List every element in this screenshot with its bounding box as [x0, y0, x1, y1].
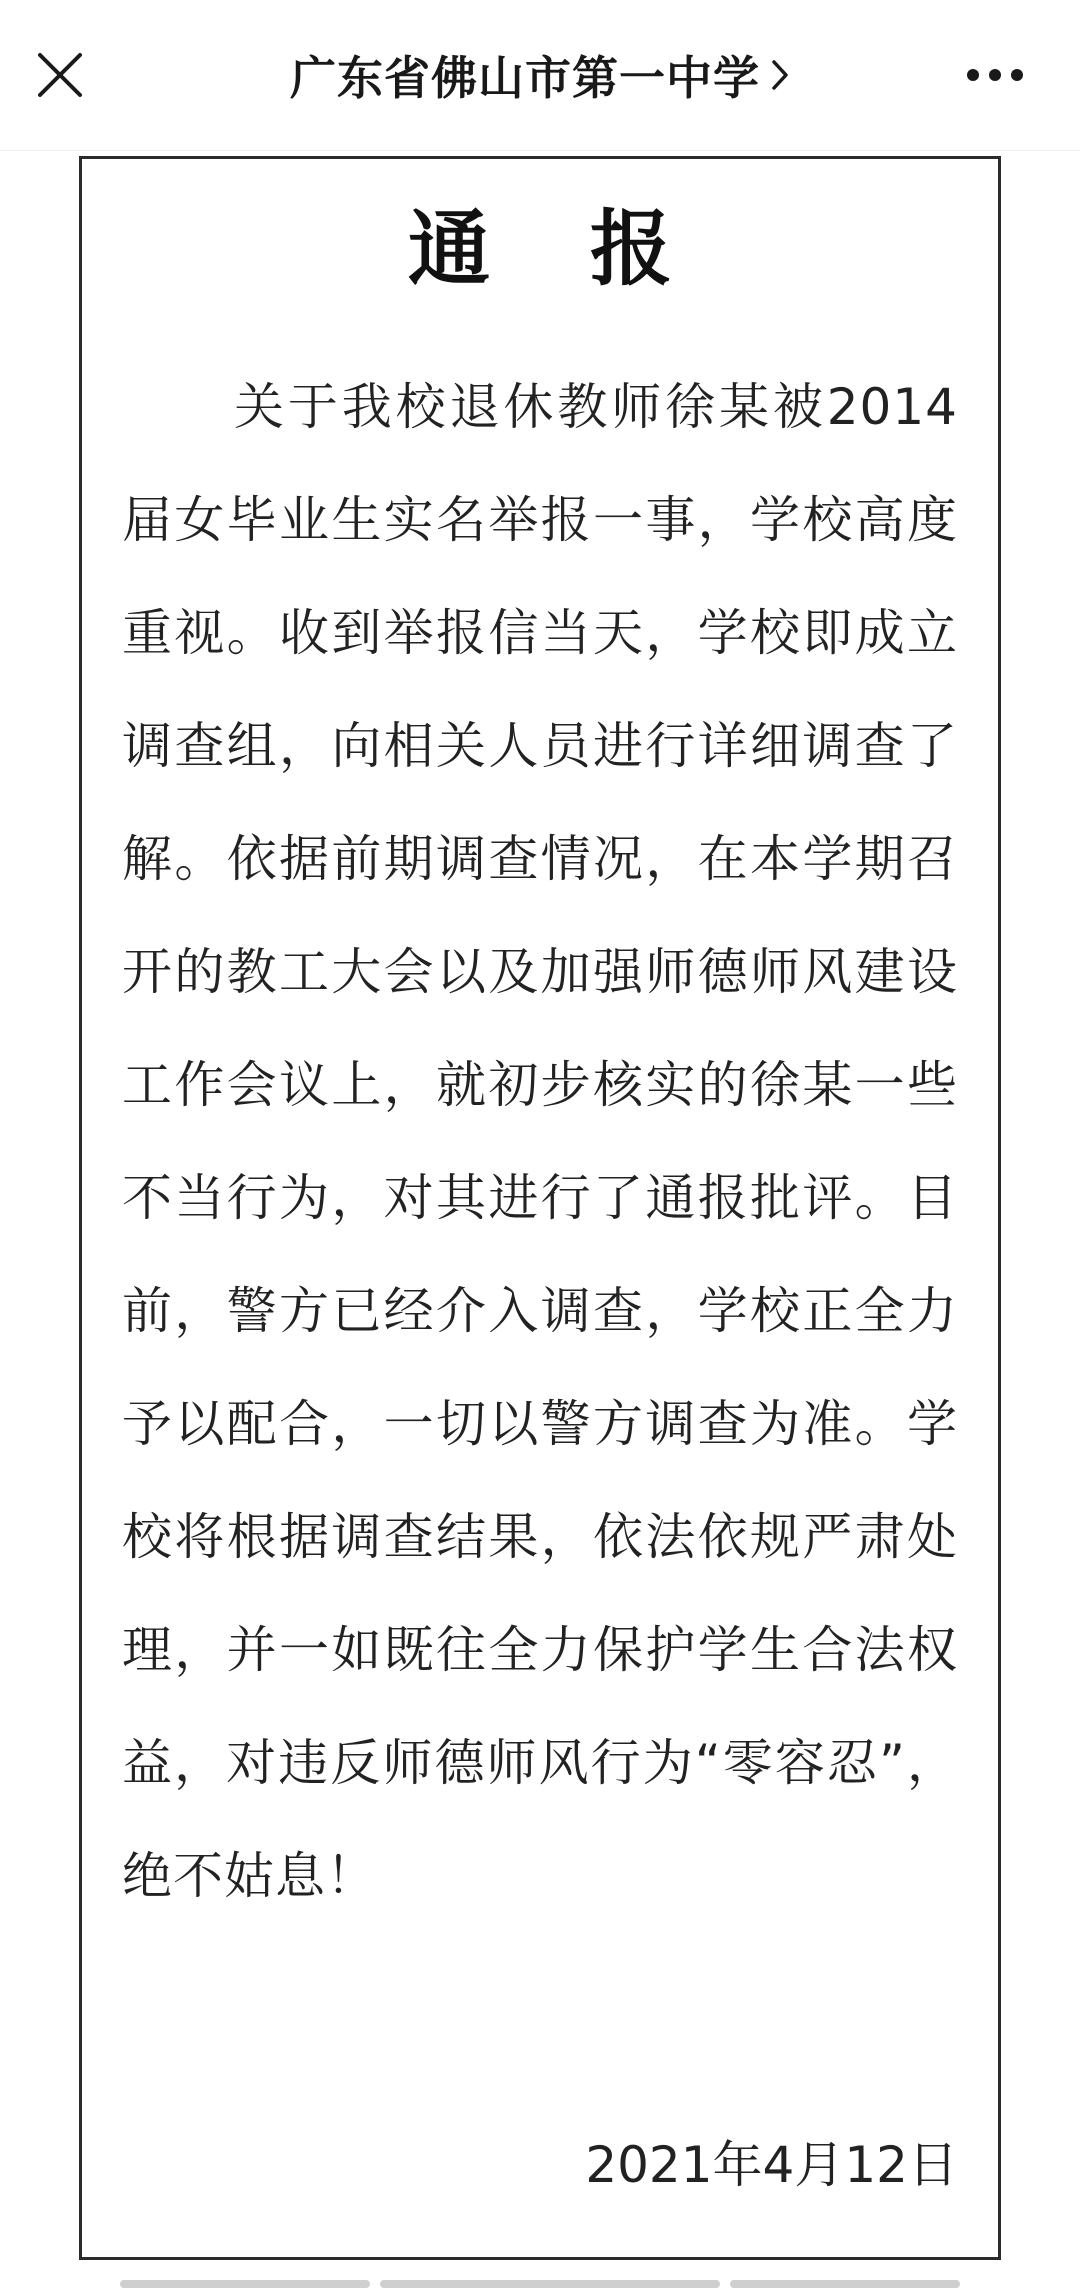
- notice-title-char-2: 报: [590, 201, 673, 297]
- page-indicator-segment[interactable]: [380, 2280, 720, 2288]
- notice-document: [79, 156, 1001, 2260]
- page-indicator: [120, 2280, 960, 2290]
- top-nav-bar: [0, 0, 1080, 151]
- more-button[interactable]: [950, 35, 1040, 115]
- close-button[interactable]: [20, 35, 100, 115]
- notice-date: 2021年4月12日: [585, 2136, 958, 2194]
- page-indicator-segment[interactable]: [730, 2280, 960, 2288]
- notice-title-char-1: 通: [407, 201, 490, 297]
- account-title-link[interactable]: [240, 35, 840, 115]
- more-horizontal-icon: [965, 67, 1025, 83]
- notice-body-text: 关于我校退休教师徐某被2014届女毕业生实名举报一事，学校高度重视。收到举报信当天，学校即成立调查组，向相关人员进行详细调查了解。依据前期调查情况，在本学期召开的教工大会以及加强师德师风建设工作会议上，就初步核实的徐某一些不当行为，对其进行了通报批评。目前，警方已经介入调查，学校正全力予以配合，一切以警方调查为准。学校将根据调查结果，依法依规严肃处理，并一如既往全力保护学生合法权益，对违反师德师风行为“零容忍”，绝不姑息！: [122, 378, 958, 1905]
- chevron-right-icon: [770, 58, 790, 92]
- page-title: 广东省佛山市第一中学: [290, 51, 760, 105]
- close-icon: [36, 51, 84, 99]
- page-indicator-segment[interactable]: [120, 2280, 370, 2288]
- notice-title: [82, 199, 998, 299]
